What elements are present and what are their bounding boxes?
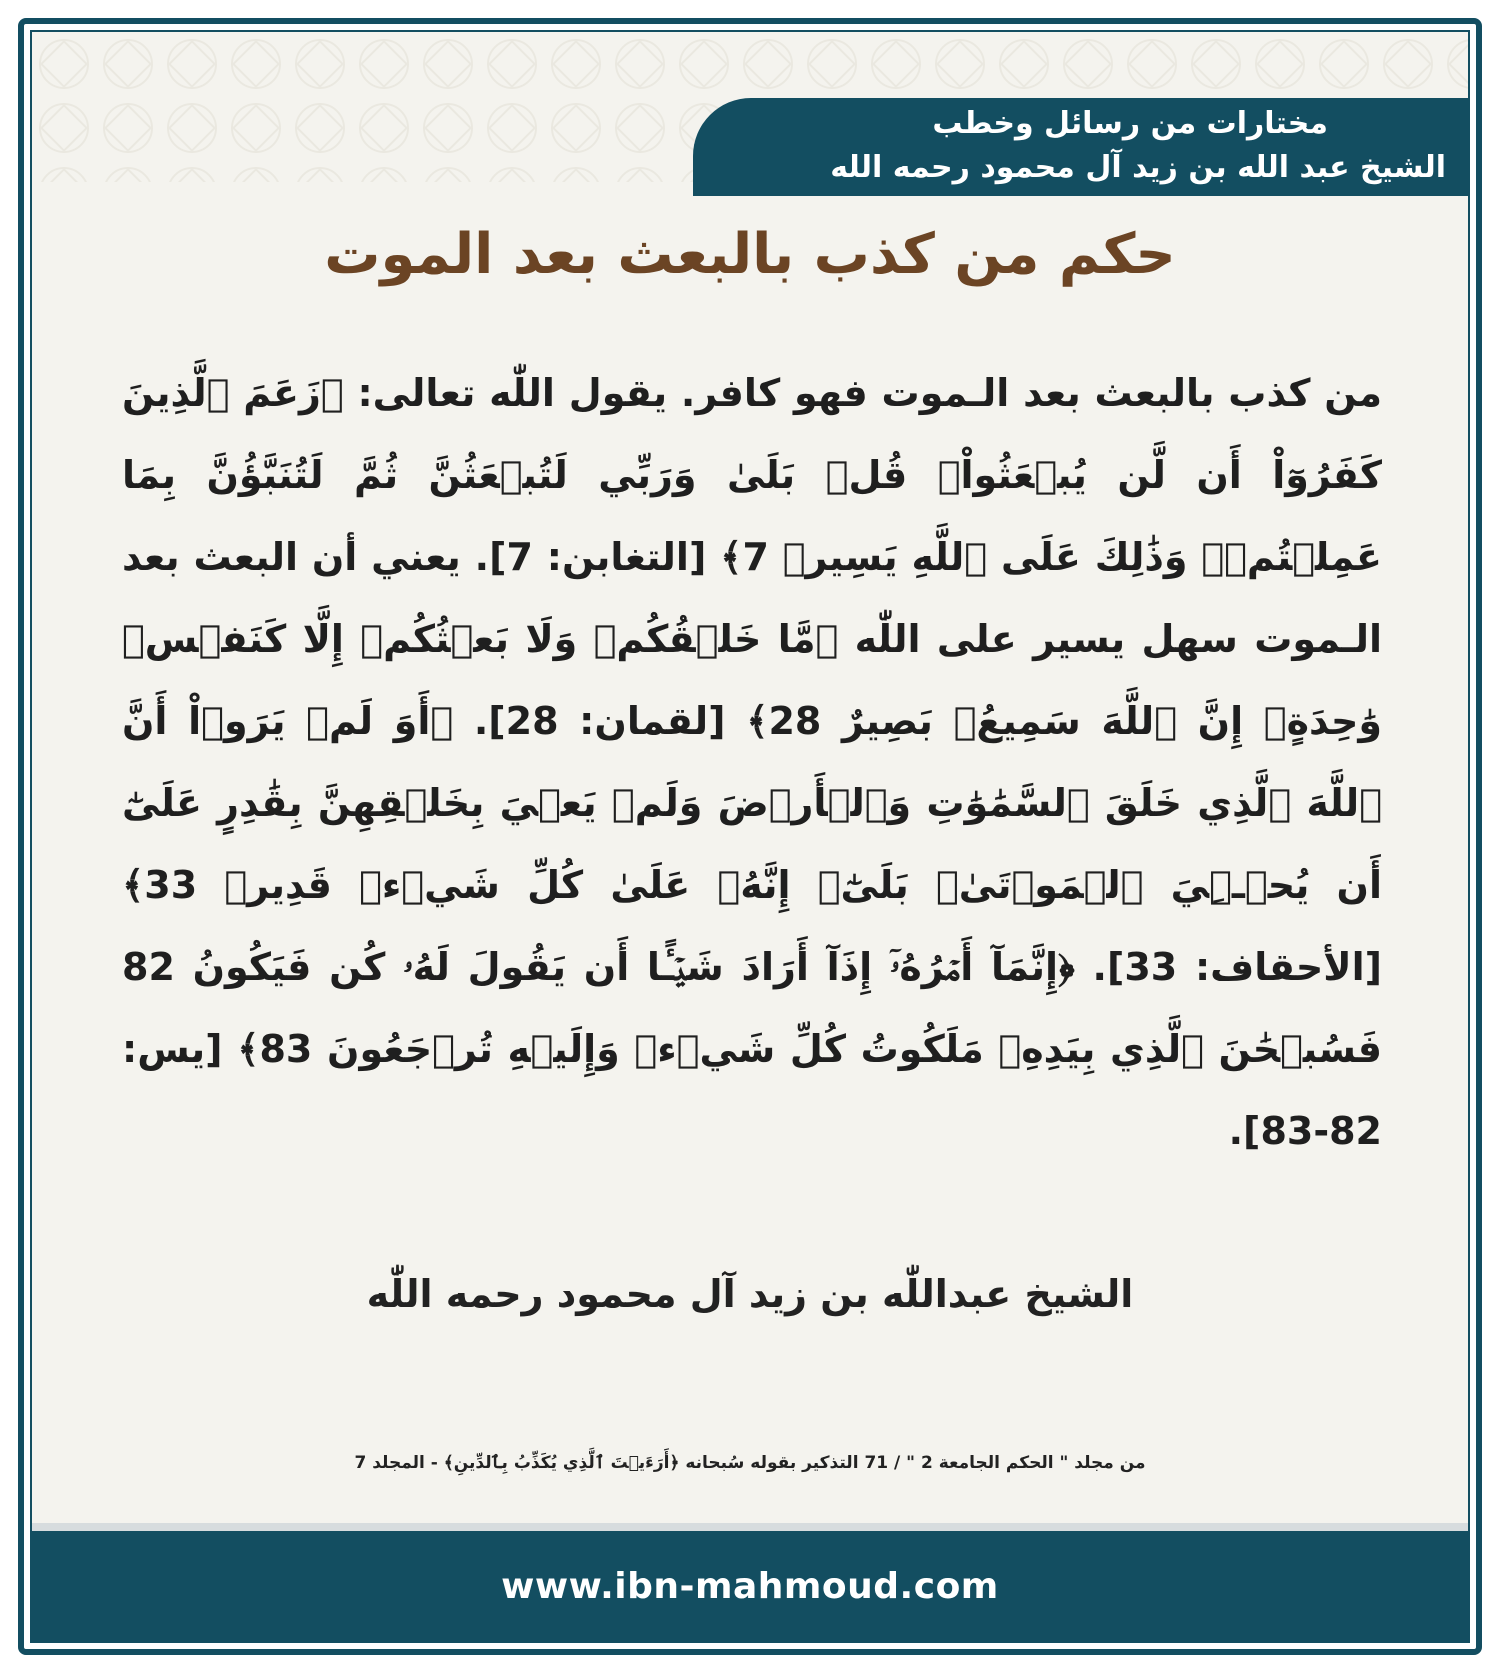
source-reference: من مجلد " الحكم الجامعة 2 " / 71 التذكير بقوله سُبحانه ﴿أَرَءَيۡتَ ٱلَّذِي يُكَذِّبُ بِٱلدِّينِ﴾ - المجلد 7 [354,1453,1146,1473]
header-author-name: الشيخ عبد الله بن زيد آل محمود رحمه الله [830,150,1446,185]
article-body: من كذب بالبعث بعد الـموت فهو كافر. يقول اللّٰه تعالى: ﴿زَعَمَ ٱلَّذِينَ كَفَرُوٓاْ أَن لَّن يُبۡعَثُواْۚ قُلۡ بَلَىٰ وَرَبِّي لَتُبۡعَثُنَّ ثُمَّ لَتُنَبَّؤُنَّ بِمَا عَمِلۡتُمۡۚ وَذَٰلِكَ عَلَى ٱللَّهِ يَسِيرٞ 7﴾ [التغابن: 7]. يعني أن البعث بعد الـموت سهل يسير على اللّٰه ﴿مَّا خَلۡقُكُمۡ وَلَا بَعۡثُكُمۡ إِلَّا كَنَفۡسٖ وَٰحِدَةٍۚ إِنَّ ٱللَّهَ سَمِيعُۢ بَصِيرٌ 28﴾ [لقمان: 28]. ﴿أَوَ لَمۡ يَرَوۡاْ أَنَّ ٱللَّهَ ٱلَّذِي خَلَقَ ٱلسَّمَٰوَٰتِ وَٱلۡأَرۡضَ وَلَمۡ يَعۡيَ بِخَلۡقِهِنَّ بِقَٰدِرٍ عَلَىٰٓ أَن يُحۡـِۧيَ ٱلۡمَوۡتَىٰۚ بَلَىٰٓۚ إِنَّهُۥ عَلَىٰ كُلِّ شَيۡءٖ قَدِيرٞ 33﴾ [الأحقاف: 33]. ﴿إِنَّمَآ أَمۡرُهُۥٓ إِذَآ أَرَادَ شَيۡـًٔا أَن يَقُولَ لَهُۥ كُن فَيَكُونُ 82 فَسُبۡحَٰنَ ٱلَّذِي بِيَدِهِۦ مَلَكُوتُ كُلِّ شَيۡءٖ وَإِلَيۡهِ تُرۡجَعُونَ 83﴾ [يس: 82-83]. [122,371,1383,1153]
website-link[interactable]: www.ibn-mahmoud.com [501,1565,999,1607]
author-signature: الشيخ عبداللّٰه بن زيد آل محمود رحمه اللّٰه [366,1272,1134,1316]
footer-bar [32,1523,1468,1641]
card [30,30,1470,1643]
header-series-title: مختارات من رسائل وخطب [932,106,1328,141]
page-title: حكم من كذب بالبعث بعد الموت [324,222,1176,287]
header-banner [693,98,1468,196]
